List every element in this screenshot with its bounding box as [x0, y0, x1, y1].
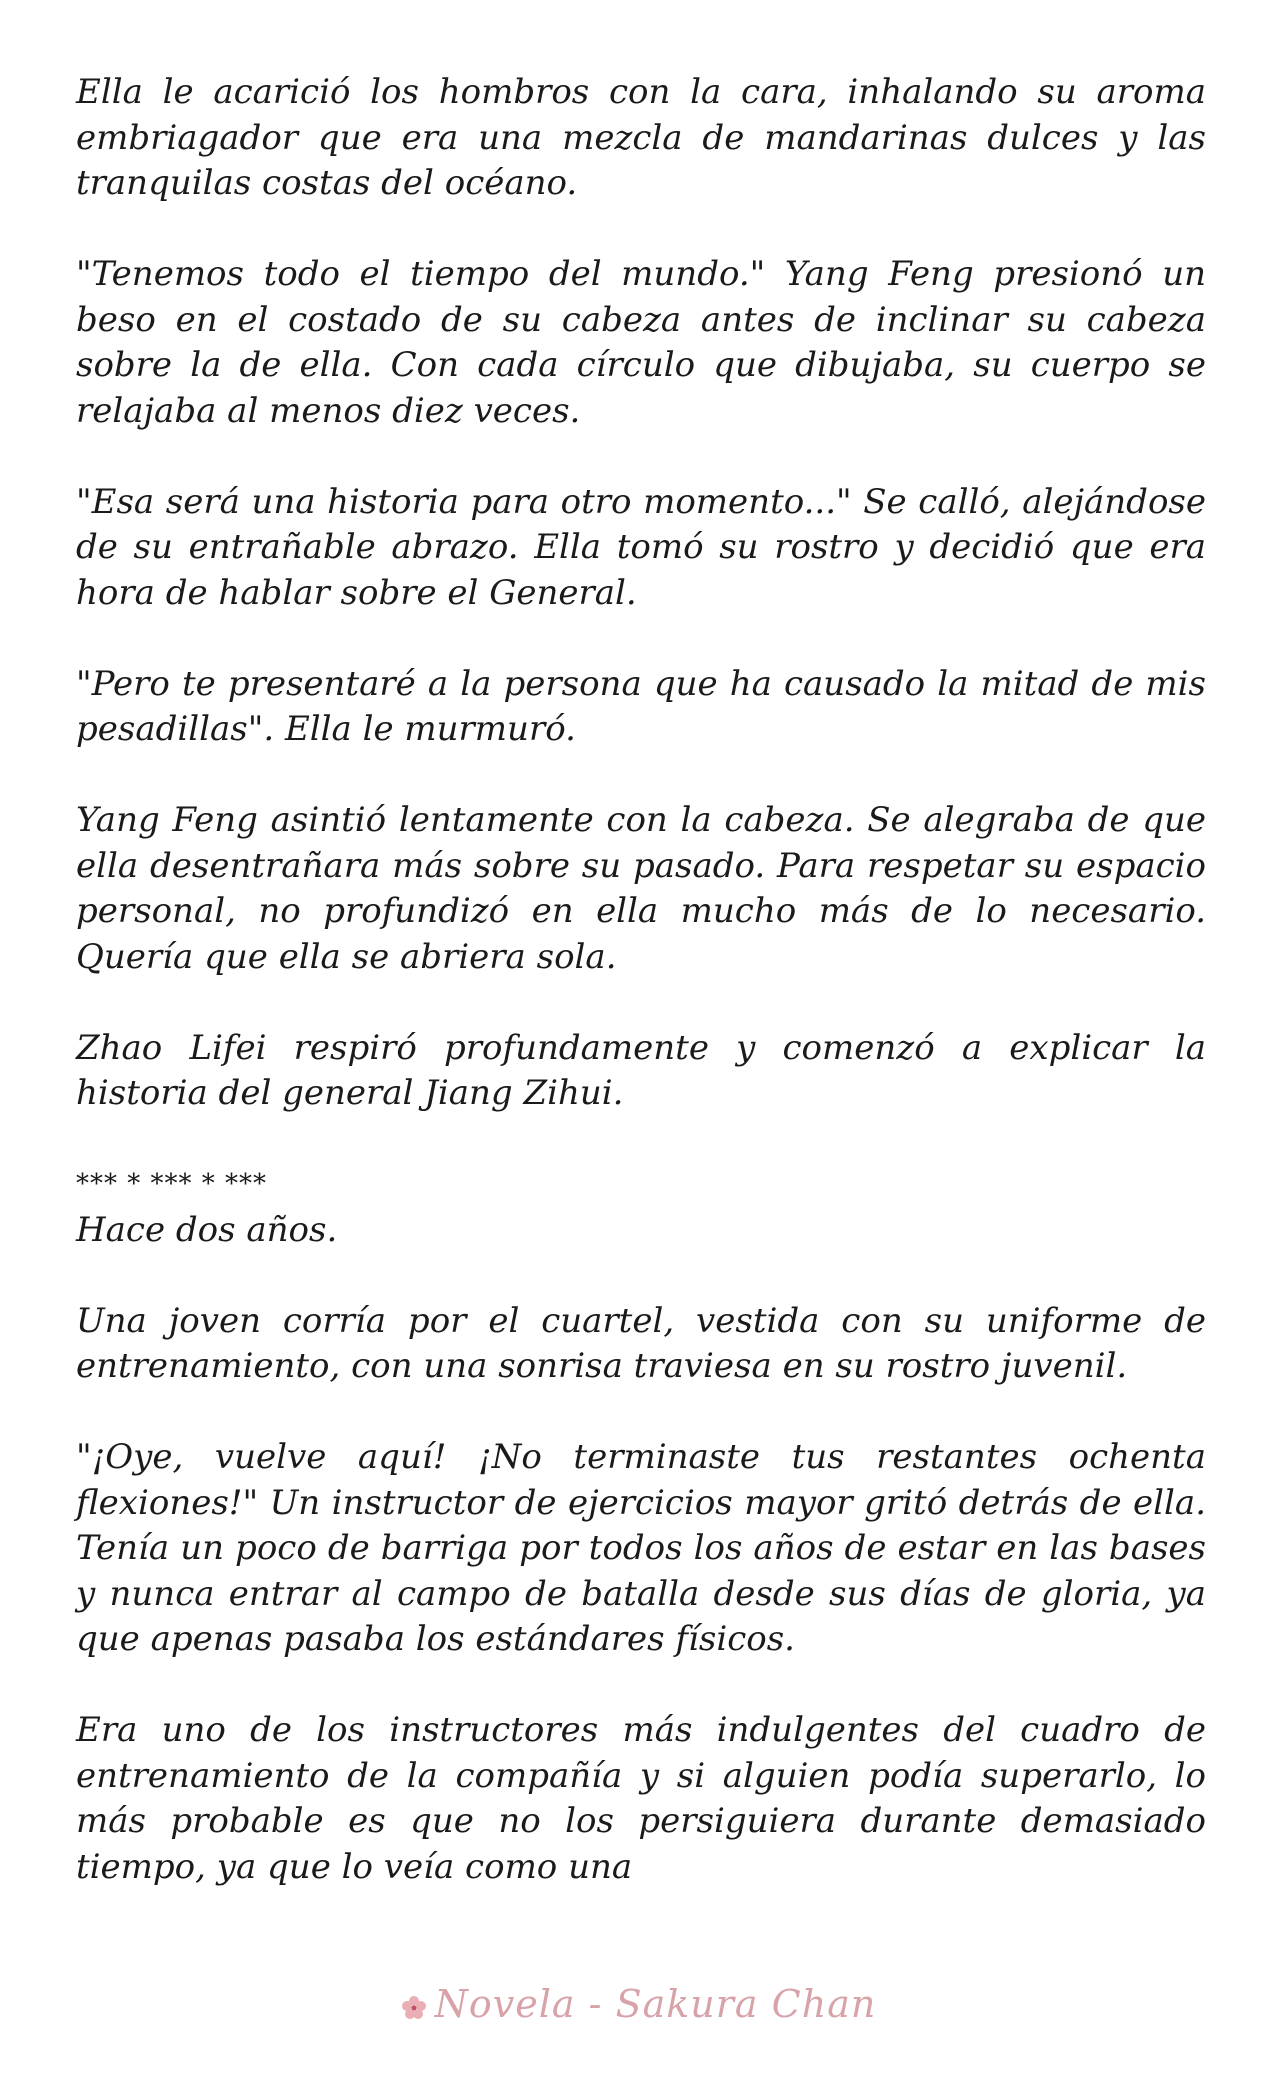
paragraph: Una joven corría por el cuartel, vestida con su uniforme de entrenamiento, con una sonrisa traviesa en su rostro juvenil.	[76, 1300, 1206, 1386]
paragraph: "Tenemos todo el tiempo del mundo." Yang Feng presionó un beso en el costado de su cabeza antes de inclinar su cabeza sobre la de ella. Con cada círculo que dibujaba, su cuerpo se relajaba al menos diez veces.	[76, 254, 1206, 431]
watermark	[0, 1982, 1275, 2026]
paragraph: "Pero te presentaré a la persona que ha causado la mitad de mis pesadillas". Ella le murmuró.	[76, 663, 1206, 749]
paragraph: Yang Feng asintió lentamente con la cabeza. Se alegraba de que ella desentrañara más sobre su pasado. Para respetar su espacio personal, no profundizó en ella mucho más de lo necesario. Quería que ella se abriera sola.	[76, 800, 1206, 977]
scene-separator: *** * *** * ***	[76, 1169, 268, 1199]
sakura-flower-icon	[399, 1993, 429, 2023]
paragraph: "¡Oye, vuelve aquí! ¡No terminaste tus restantes ochenta flexiones!" Un instructor de ejercicios mayor gritó detrás de ella. Tenía un poco de barriga por todos los años de estar en las bases y nunca entrar al campo de batalla desde sus días de gloria, ya que apenas pasaba los estándares físicos.	[76, 1437, 1206, 1659]
paragraph: Era uno de los instructores más indulgentes del cuadro de entrenamiento de la compañía y si alguien podía superarlo, lo más probable es que no los persiguiera durante demasiado tiempo, ya que lo veía como una	[76, 1710, 1206, 1887]
time-marker: Hace dos años.	[76, 1209, 338, 1250]
watermark-text: Novela - Sakura Chan	[434, 1982, 877, 2026]
paragraph: "Esa será una historia para otro momento..." Se calló, alejándose de su entrañable abrazo. Ella tomó su rostro y decidió que era hora de hablar sobre el General.	[76, 481, 1206, 613]
document-body	[76, 70, 1206, 1890]
paragraph: Zhao Lifei respiró profundamente y comenzó a explicar la historia del general Jiang Zihui.	[76, 1027, 1206, 1113]
paragraph: Ella le acarició los hombros con la cara, inhalando su aroma embriagador que era una mezcla de mandarinas dulces y las tranquilas costas del océano.	[76, 72, 1206, 203]
